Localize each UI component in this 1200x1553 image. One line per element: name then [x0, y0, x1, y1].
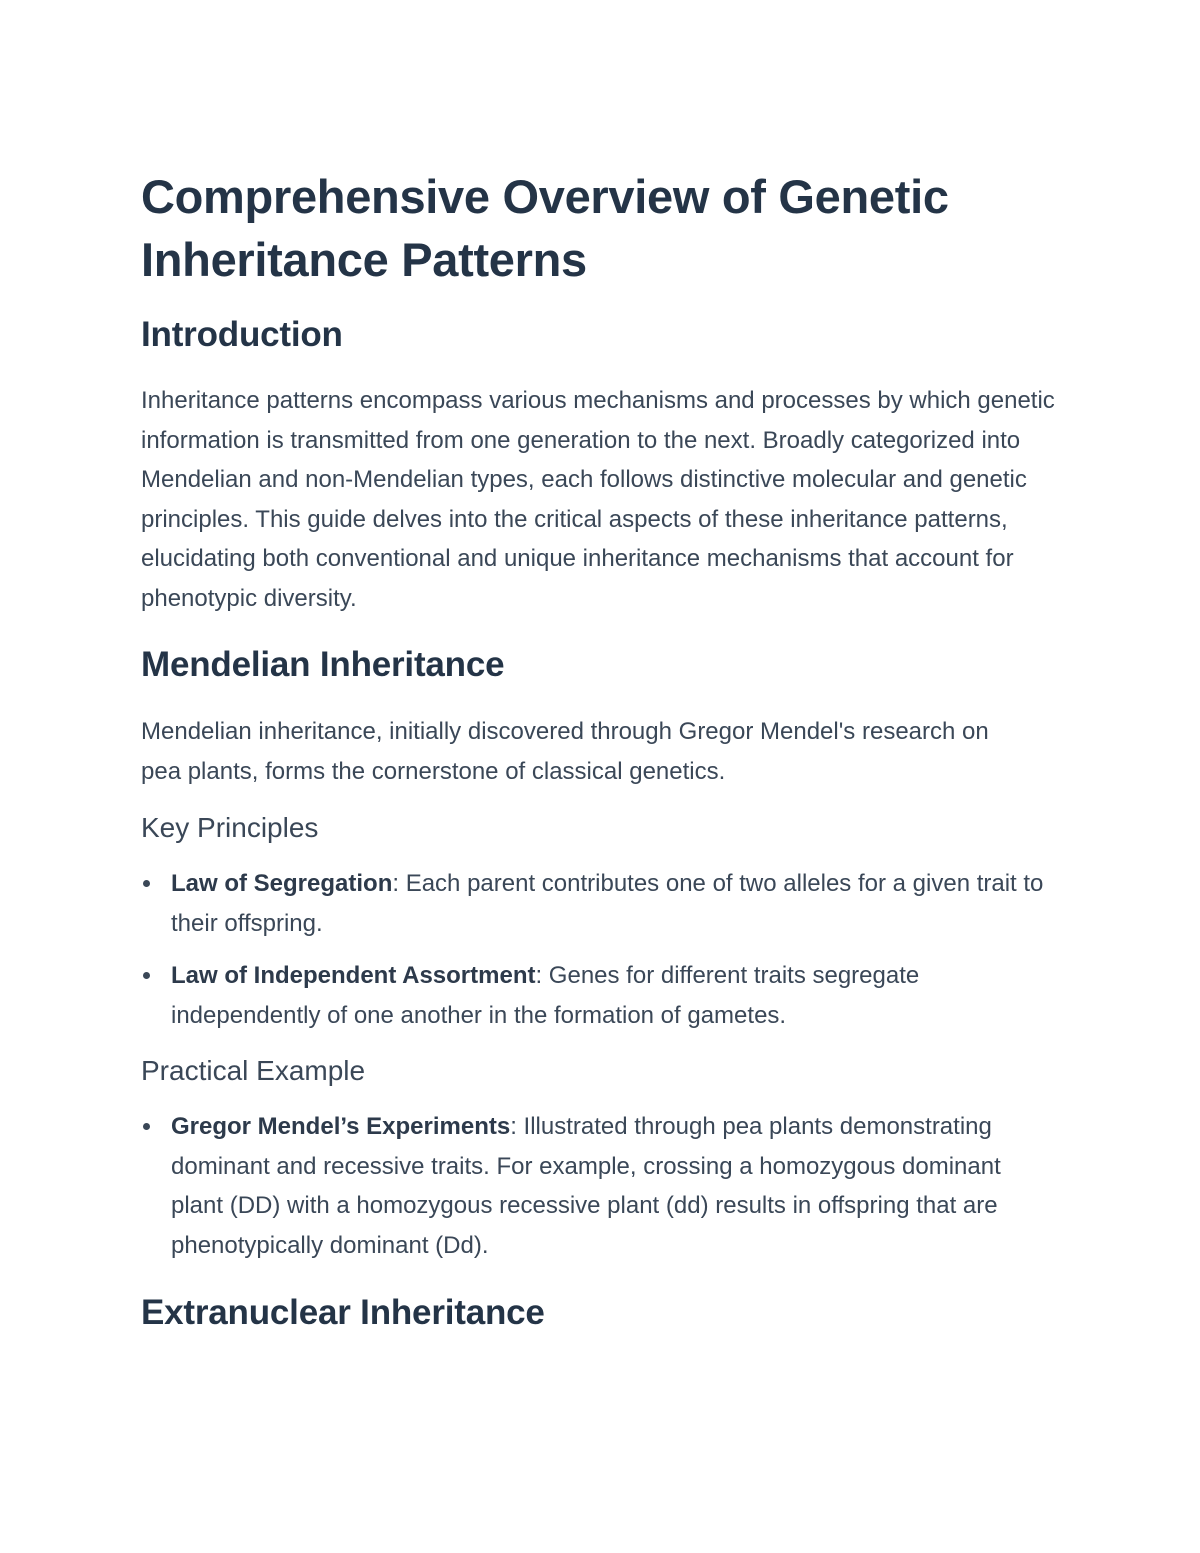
- list-item-term: Law of Independent Assortment: [171, 962, 536, 989]
- list-item: [141, 1107, 1056, 1265]
- list-item-text: : Each parent contributes one of two alleles for a given trait to their offspring.: [171, 870, 1044, 937]
- list-item-text: : Illustrated through pea plants demonstrating dominant and recessive traits. For example, crossing a homozygous dominant plant (DD) with a homozygous recessive plant (dd) results in offspring that are phenotypically dominant (Dd).: [171, 1113, 1001, 1259]
- bullet-icon: [143, 880, 150, 887]
- section-heading-introduction: Introduction: [141, 315, 343, 354]
- bullet-icon: [143, 972, 150, 979]
- list-item-term: Gregor Mendel’s Experiments: [171, 1113, 511, 1140]
- key-principles-list: [141, 864, 1056, 1035]
- section-heading-extranuclear: Extranuclear Inheritance: [141, 1293, 545, 1332]
- list-item-term: Law of Segregation: [171, 870, 393, 897]
- list-item-text: : Genes for different traits segregate independently of one another in the formation of gametes.: [171, 962, 920, 1029]
- mendelian-paragraph: Mendelian inheritance, initially discovered through Gregor Mendel's research on pea plants, forms the cornerstone of classical genetics.: [141, 718, 989, 785]
- bullet-icon: [143, 1123, 150, 1130]
- document-page: [141, 165, 1056, 1334]
- practical-example-list: [141, 1107, 1056, 1265]
- document-title: Comprehensive Overview of Genetic Inheritance Patterns: [141, 170, 949, 286]
- subsection-heading-practical-example: Practical Example: [141, 1055, 366, 1086]
- subsection-heading-key-principles: Key Principles: [141, 812, 319, 843]
- introduction-paragraph: Inheritance patterns encompass various mechanisms and processes by which genetic information is transmitted from one generation to the next. Broadly categorized into Mendelian and non-Mendelian types, each follows distinctive molecular and genetic principles. This guide delves into the critical aspects of these inheritance patterns, elucidating both conventional and unique inheritance mechanisms that account for phenotypic diversity.: [141, 387, 1055, 612]
- list-item: [141, 956, 1056, 1035]
- list-item: [141, 864, 1056, 943]
- section-heading-mendelian: Mendelian Inheritance: [141, 645, 505, 684]
